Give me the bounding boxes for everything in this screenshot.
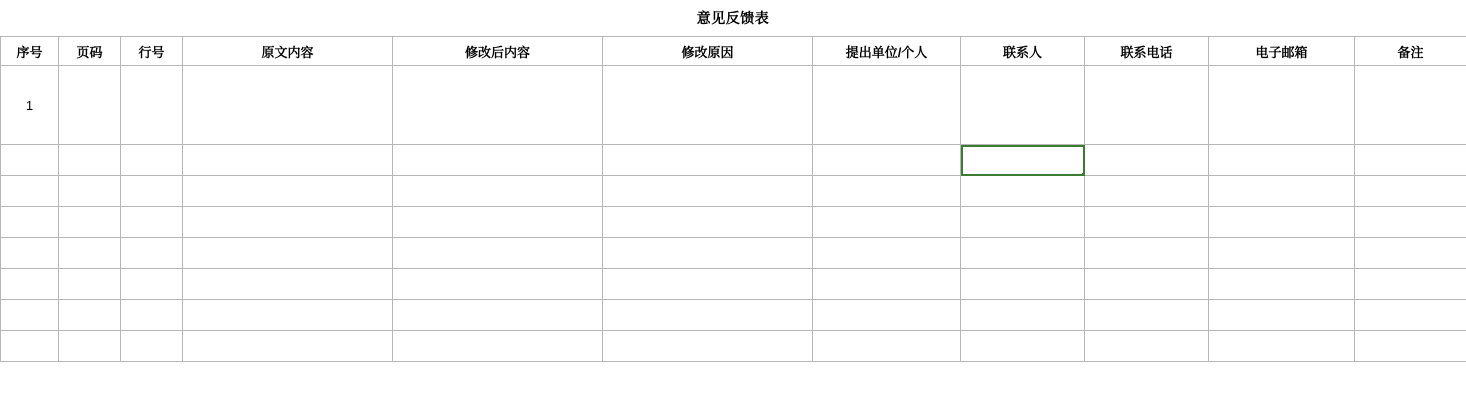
- page-title: 意见反馈表: [696, 10, 770, 26]
- table-cell[interactable]: [961, 269, 1085, 300]
- table-row[interactable]: [1, 300, 1466, 331]
- table-cell[interactable]: [183, 300, 393, 331]
- table-cell[interactable]: [121, 300, 183, 331]
- row-index-cell[interactable]: [1, 176, 59, 207]
- table-cell[interactable]: [183, 238, 393, 269]
- column-header[interactable]: 联系人: [961, 37, 1085, 66]
- table-cell[interactable]: [183, 207, 393, 238]
- table-cell[interactable]: [1085, 207, 1209, 238]
- table-cell[interactable]: [1085, 176, 1209, 207]
- column-header[interactable]: 备注: [1355, 37, 1466, 66]
- table-cell[interactable]: [1209, 145, 1355, 176]
- table-row[interactable]: [1, 66, 1466, 145]
- table-cell[interactable]: [603, 300, 813, 331]
- row-index-cell[interactable]: [1, 300, 59, 331]
- table-cell[interactable]: [1085, 66, 1209, 145]
- table-cell[interactable]: [1209, 238, 1355, 269]
- table-cell[interactable]: [813, 331, 961, 362]
- table-cell[interactable]: [121, 66, 183, 145]
- table-cell[interactable]: [961, 300, 1085, 331]
- table-cell[interactable]: [1209, 331, 1355, 362]
- table-row[interactable]: [1, 145, 1466, 176]
- column-header[interactable]: 行号: [121, 37, 183, 66]
- table-cell[interactable]: [183, 269, 393, 300]
- table-cell[interactable]: [121, 145, 183, 176]
- table-cell[interactable]: [1085, 331, 1209, 362]
- row-index-cell[interactable]: [1, 269, 59, 300]
- table-cell[interactable]: [393, 269, 603, 300]
- table-cell[interactable]: [603, 176, 813, 207]
- column-header[interactable]: 修改后内容: [393, 37, 603, 66]
- table-cell[interactable]: [59, 269, 121, 300]
- table-cell[interactable]: [183, 66, 393, 145]
- table-cell[interactable]: [183, 145, 393, 176]
- table-cell[interactable]: [183, 176, 393, 207]
- table-cell[interactable]: [603, 145, 813, 176]
- document-title-row: [0, 0, 1466, 36]
- table-cell[interactable]: [1209, 207, 1355, 238]
- table-body[interactable]: [1, 66, 1466, 362]
- table-cell[interactable]: [961, 238, 1085, 269]
- row-index-cell[interactable]: [1, 207, 59, 238]
- table-cell[interactable]: [1085, 238, 1209, 269]
- table-cell[interactable]: [1355, 145, 1466, 176]
- table-cell[interactable]: [1209, 269, 1355, 300]
- table-cell[interactable]: [1355, 331, 1466, 362]
- table-cell[interactable]: [1085, 300, 1209, 331]
- table-cell[interactable]: [961, 207, 1085, 238]
- table-cell[interactable]: [1209, 176, 1355, 207]
- table-cell[interactable]: [813, 238, 961, 269]
- column-header[interactable]: 联系电话: [1085, 37, 1209, 66]
- table-cell[interactable]: [393, 238, 603, 269]
- table-cell[interactable]: [393, 300, 603, 331]
- table-cell[interactable]: [59, 66, 121, 145]
- table-cell[interactable]: [59, 238, 121, 269]
- table-cell[interactable]: [1355, 238, 1466, 269]
- table-cell[interactable]: [1085, 269, 1209, 300]
- table-cell[interactable]: [603, 66, 813, 145]
- table-cell[interactable]: [1355, 269, 1466, 300]
- table-cell[interactable]: [393, 207, 603, 238]
- table-cell[interactable]: [59, 176, 121, 207]
- feedback-table[interactable]: [0, 36, 1466, 362]
- column-header[interactable]: 修改原因: [603, 37, 813, 66]
- row-index-cell[interactable]: [1, 331, 59, 362]
- table-cell[interactable]: [1355, 207, 1466, 238]
- column-header[interactable]: 序号: [1, 37, 59, 66]
- row-index-cell[interactable]: [1, 238, 59, 269]
- table-cell[interactable]: [1355, 300, 1466, 331]
- table-cell[interactable]: [603, 207, 813, 238]
- table-cell[interactable]: [183, 331, 393, 362]
- table-cell[interactable]: [961, 176, 1085, 207]
- table-cell[interactable]: [603, 269, 813, 300]
- table-row[interactable]: [1, 238, 1466, 269]
- table-cell[interactable]: [59, 300, 121, 331]
- table-cell[interactable]: [393, 66, 603, 145]
- table-cell[interactable]: [121, 269, 183, 300]
- table-cell[interactable]: [1355, 66, 1466, 145]
- table-cell[interactable]: [393, 331, 603, 362]
- table-cell[interactable]: [1209, 66, 1355, 145]
- table-cell[interactable]: [813, 176, 961, 207]
- table-cell[interactable]: [121, 238, 183, 269]
- row-index-cell[interactable]: [1, 145, 59, 176]
- table-cell[interactable]: [1355, 176, 1466, 207]
- selected-cell[interactable]: [961, 145, 1085, 176]
- table-cell[interactable]: [393, 145, 603, 176]
- table-row[interactable]: [1, 207, 1466, 238]
- column-header[interactable]: 提出单位/个人: [813, 37, 961, 66]
- row-index-cell[interactable]: 1: [1, 66, 59, 145]
- table-cell[interactable]: [813, 145, 961, 176]
- table-row[interactable]: [1, 269, 1466, 300]
- table-cell[interactable]: [121, 176, 183, 207]
- table-cell[interactable]: [813, 300, 961, 331]
- table-header-row: [1, 37, 1466, 66]
- table-cell[interactable]: [813, 207, 961, 238]
- table-cell[interactable]: [59, 207, 121, 238]
- table-row[interactable]: [1, 331, 1466, 362]
- table-row[interactable]: [1, 176, 1466, 207]
- table-cell[interactable]: [1085, 145, 1209, 176]
- table-cell[interactable]: [603, 331, 813, 362]
- table-cell[interactable]: [1209, 300, 1355, 331]
- table-cell[interactable]: [603, 238, 813, 269]
- table-cell[interactable]: [59, 331, 121, 362]
- table-cell[interactable]: [121, 331, 183, 362]
- column-header[interactable]: 原文内容: [183, 37, 393, 66]
- table-cell[interactable]: [961, 331, 1085, 362]
- table-cell[interactable]: [813, 269, 961, 300]
- table-cell[interactable]: [59, 145, 121, 176]
- table-cell[interactable]: [393, 176, 603, 207]
- column-header[interactable]: 电子邮箱: [1209, 37, 1355, 66]
- table-cell[interactable]: [961, 66, 1085, 145]
- table-cell[interactable]: [813, 66, 961, 145]
- table-cell[interactable]: [121, 207, 183, 238]
- column-header[interactable]: 页码: [59, 37, 121, 66]
